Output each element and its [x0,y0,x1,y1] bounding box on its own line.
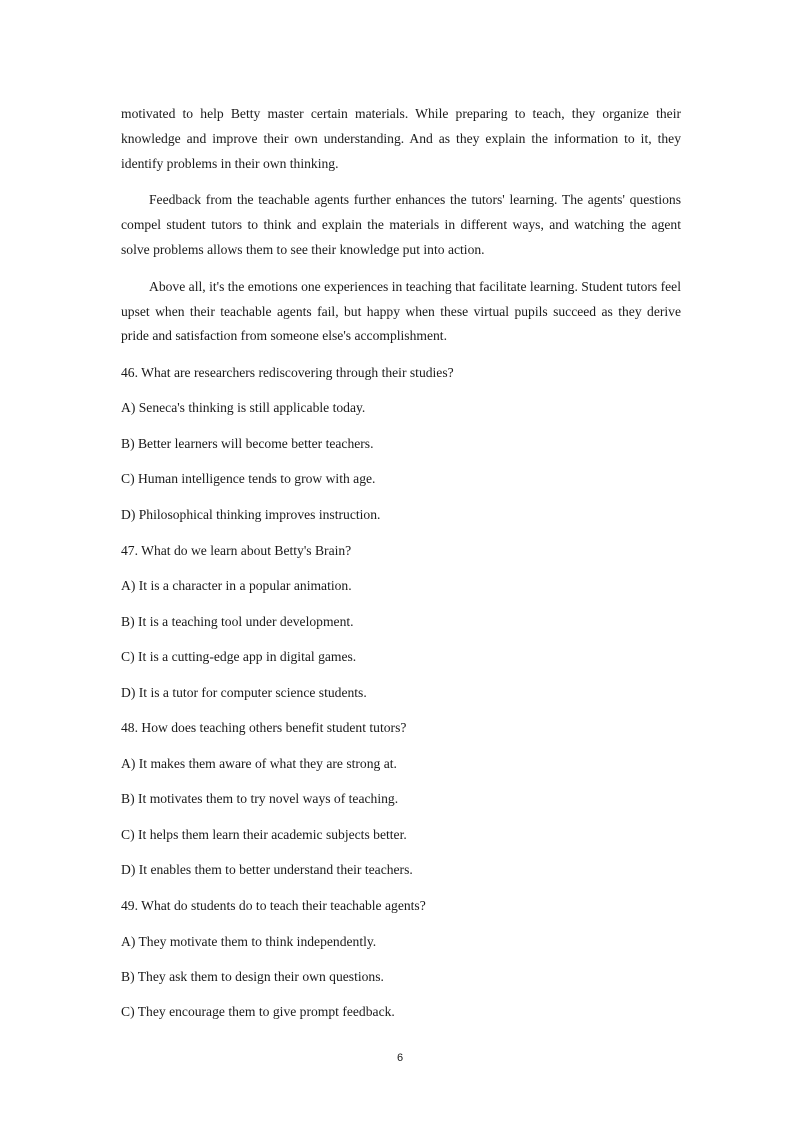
question-46-option-c: C) Human intelligence tends to grow with age. [121,471,376,486]
page-number: 6 [396,1052,404,1064]
question-47-option-c: C) It is a cutting-edge app in digital games. [121,649,357,664]
question-48-option-b: B) It motivates them to try novel ways of teaching. [121,791,399,806]
question-49-option-b: B) They ask them to design their own questions. [121,969,384,984]
question-49: 49. What do students do to teach their teachable agents? [121,898,426,913]
passage-paragraph: Above all, it's the emotions one experiences in teaching that facilitate learning. Student tutors feel upset when their teachable agents fail, but happy when these virtual pupils succeed as they derive pride and satisfaction from someone else's accomplishment. [121,278,681,344]
question-49-option-c: C) They encourage them to give prompt feedback. [121,1004,395,1019]
reading-passage [121,102,681,349]
passage-paragraph: motivated to help Betty master certain materials. While preparing to teach, they organize their knowledge and improve their own understanding. And as they explain the information to it, they identify problems in their own thinking. [121,106,681,171]
question-48-option-c: C) It helps them learn their academic subjects better. [121,827,407,842]
question-47-option-d: D) It is a tutor for computer science students. [121,685,367,700]
passage-paragraph: Feedback from the teachable agents further enhances the tutors' learning. The agents' questions compel student tutors to think and explain the materials in different ways, and watching the agent solve problems allows them to see their knowledge put into action. [121,192,681,257]
question-48-option-d: D) It enables them to better understand their teachers. [121,862,413,877]
question-48-option-a: A) It makes them aware of what they are strong at. [121,756,397,771]
question-47-option-a: A) It is a character in a popular animation. [121,578,352,593]
question-46: 46. What are researchers rediscovering through their studies? [121,365,454,380]
question-46-option-d: D) Philosophical thinking improves instruction. [121,507,381,522]
question-47: 47. What do we learn about Betty's Brain? [121,543,352,558]
question-46-option-a: A) Seneca's thinking is still applicable today. [121,400,366,415]
question-46-option-b: B) Better learners will become better teachers. [121,436,374,451]
question-47-option-b: B) It is a teaching tool under development. [121,614,354,629]
question-49-option-a: A) They motivate them to think independently. [121,934,377,949]
question-48: 48. How does teaching others benefit student tutors? [121,720,407,735]
